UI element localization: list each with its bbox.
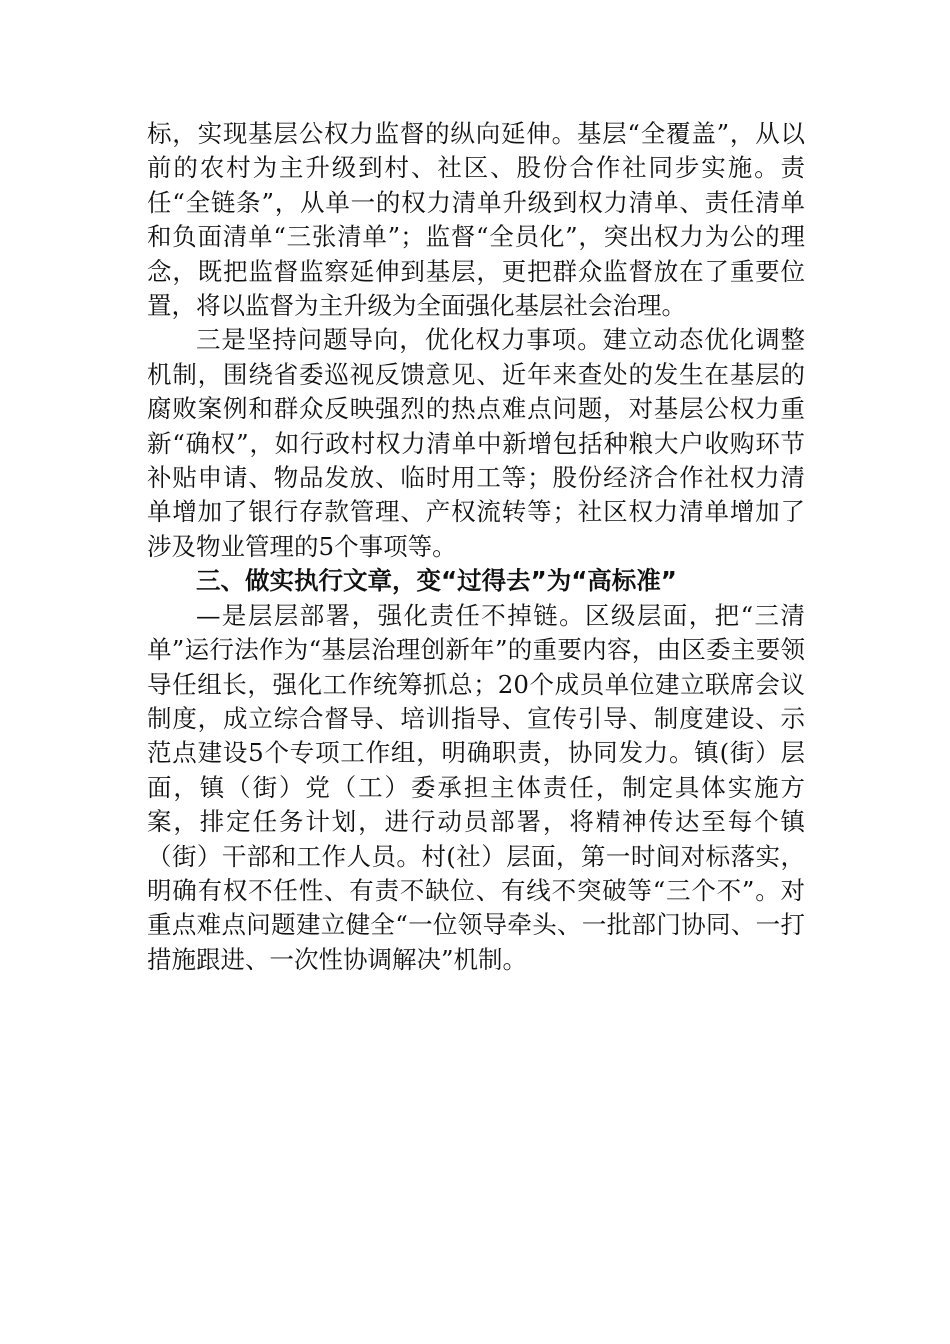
section-heading: 三、做实执行文章，变“过得去”为“高标准” xyxy=(196,566,677,596)
paragraph-problem-oriented: 三是坚持问题导向，优化权力事项。建立动态优化调整机制，围绕省委巡视反馈意见、近年来查处的发生在基层的腐败案例和群众反映强烈的热点难点问题，对基层公权力重新“确权”，如行政村权力清单中新增包括种粮大户收购环节补贴申请、物品发放、临时用工等；股份经济合作社权力清单增加了银行存款管理、产权流转等；社区权力清单增加了涉及物业管理的5个事项等。 xyxy=(147,325,805,561)
document-body xyxy=(147,117,805,977)
paragraph-layered-deployment: —是层层部署，强化责任不掉链。区级层面，把“三清单”运行法作为“基层治理创新年”的重要内容，由区委主要领导任组长，强化工作统筹抓总；20个成员单位建立联席会议制度，成立综合督导、培训指导、宣传引导、制度建设、示范点建设5个专项工作组，明确职责，协同发力。镇(街）层面，镇（街）党（工）委承担主体责任，制定具体实施方案，排定任务计划，进行动员部署，将精神传达至每个镇（街）干部和工作人员。村(社）层面，第一时间对标落实，明确有权不任性、有责不缺位、有线不突破等“三个不”。对重点难点问题建立健全“一位领导牵头、一批部门协同、一打措施跟进、一次性协调解决”机制。 xyxy=(147,600,805,974)
paragraph-continuation: 标，实现基层公权力监督的纵向延伸。基层“全覆盖”，从以前的农村为主升级到村、社区、股份合作社同步实施。责任“全链条”，从单一的权力清单升级到权力清单、责任清单和负面清单“三张清单”；监督“全员化”，突出权力为公的理念，既把监督监察延伸到基层，更把群众监督放在了重要位置，将以监督为主升级为全面强化基层社会治理。 xyxy=(147,119,805,321)
